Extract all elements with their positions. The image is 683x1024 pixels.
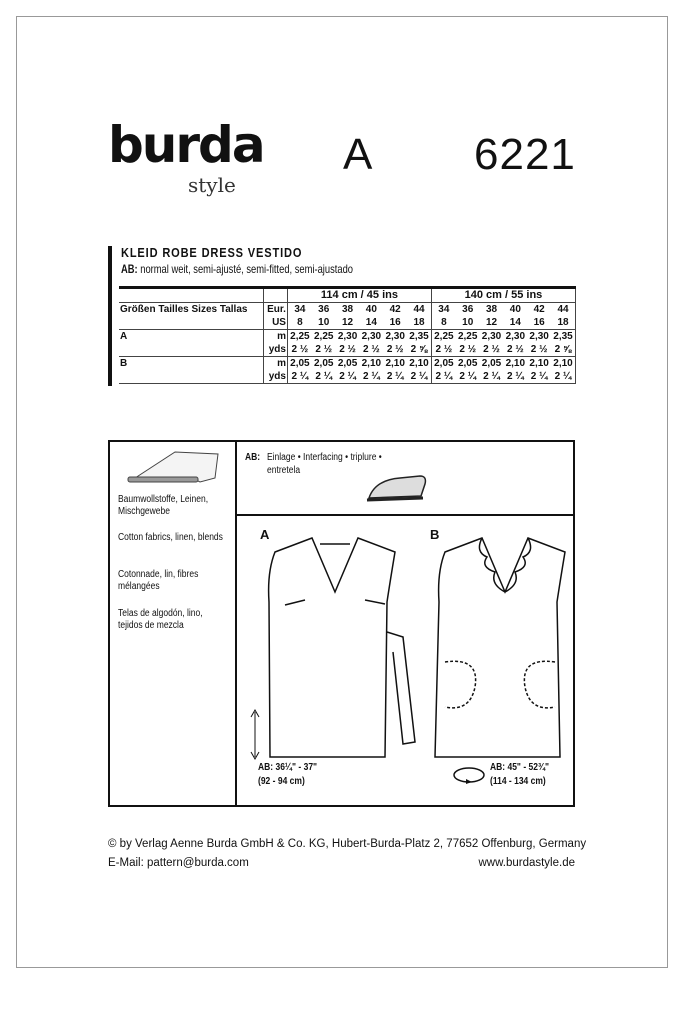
width-header-row <box>119 288 576 303</box>
yardage-cell: 2 ⅝ <box>410 344 428 355</box>
unit-label: Eur. <box>263 303 287 317</box>
blank-cell <box>263 288 287 303</box>
size-cell: 44 <box>407 303 431 317</box>
yardage-cell: 2,10 <box>527 357 551 371</box>
view-a-label: A <box>260 527 270 542</box>
website-link[interactable]: www.burdastyle.de <box>478 857 575 869</box>
yardage-cell: 2,05 <box>312 357 336 371</box>
email[interactable]: E-Mail: pattern@burda.com <box>108 857 249 869</box>
logo-brand: burda <box>108 116 264 174</box>
fabric-bolt-icon <box>120 450 230 490</box>
yardage-cell: 2 ¼ <box>315 371 333 382</box>
view-a-measure: AB: 36¼" - 37" <box>258 762 318 773</box>
yardage-cell: 2,10 <box>407 357 431 371</box>
iron-icon <box>365 470 435 505</box>
yardage-cell: 2 ½ <box>363 344 380 355</box>
yardage-cell: 2 ½ <box>339 344 356 355</box>
unit-label: US <box>263 316 287 330</box>
blank-cell <box>119 343 263 357</box>
fabric-de: Baumwollstoffe, Leinen, Mischgewebe <box>118 494 209 517</box>
yardage-cell: 2,30 <box>527 330 551 344</box>
yardage-cell: 2 ½ <box>386 344 404 355</box>
view-letter: A <box>343 130 373 179</box>
view-label: A <box>119 330 263 344</box>
fit-label: AB: <box>121 262 138 276</box>
size-cell: 8 <box>297 317 303 328</box>
yardage-cell: 2,10 <box>551 357 575 371</box>
yardage-cell: 2 ¼ <box>339 371 356 382</box>
size-cell: 14 <box>509 317 521 328</box>
yardage-cell: 2,10 <box>383 357 407 371</box>
size-cell: 42 <box>527 303 551 317</box>
yardage-cell: 2,05 <box>456 357 480 371</box>
yardage-cell: 2,25 <box>287 330 311 344</box>
size-cell: 38 <box>336 303 360 317</box>
fit-text: normal weit, semi-ajusté, semi-fitted, semi-ajustado <box>137 262 353 276</box>
yardage-cell: 2,30 <box>383 330 407 344</box>
size-row <box>119 316 576 330</box>
size-cell: 10 <box>318 317 330 328</box>
fabric-width-header: 114 cm / 45 ins <box>320 289 398 301</box>
yardage-cell: 2,10 <box>503 357 527 371</box>
size-cell: 36 <box>312 303 336 317</box>
size-cell: 44 <box>551 303 575 317</box>
yardage-cell: 2 ⅝ <box>554 344 572 355</box>
blank-cell <box>119 288 263 303</box>
yardage-cell: 2 ¼ <box>410 371 428 382</box>
view-b-label: B <box>430 527 440 542</box>
copyright: © by Verlag Aenne Burda GmbH & Co. KG, Hubert-Burda-Platz 2, 77652 Offenburg, Germany <box>108 838 587 850</box>
unit-label: yds <box>263 370 287 384</box>
blank-cell <box>119 316 263 330</box>
yardage-cell: 2 ¼ <box>431 370 455 384</box>
yardage-cell: 2,30 <box>336 330 360 344</box>
size-cell: 8 <box>431 316 455 330</box>
interfacing-section <box>235 442 573 516</box>
garment-illustrations <box>245 512 575 762</box>
size-cell: 34 <box>287 303 311 317</box>
size-cell: 18 <box>413 317 425 328</box>
yardage-cell: 2,30 <box>359 330 383 344</box>
yardage-cell: 2 ¼ <box>506 371 524 382</box>
view-b-measure: AB: 45" - 52¾" <box>490 762 550 773</box>
size-cell: 14 <box>365 317 377 328</box>
yardage-cell: 2 ¼ <box>554 371 572 382</box>
dress-b-drawing <box>435 538 565 757</box>
sizes-label: Größen Tailles Sizes Tallas <box>119 303 263 317</box>
dress-a-drawing <box>251 538 415 759</box>
yardage-cell: 2 ½ <box>530 344 548 355</box>
interfacing-text: Einlage • Interfacing • triplure • <box>267 452 382 463</box>
fabric-es: Telas de algodón, lino, tejidos de mezcla <box>118 608 203 631</box>
unit-label: m <box>263 357 287 371</box>
yardage-cell: 2,25 <box>312 330 336 344</box>
size-cell: 16 <box>533 317 545 328</box>
yardage-row <box>119 370 576 384</box>
yardage-cell: 2 ½ <box>291 344 309 355</box>
yardage-cell: 2,25 <box>456 330 480 344</box>
yardage-cell: 2 ¼ <box>459 371 477 382</box>
yardage-cell: 2,30 <box>480 330 504 344</box>
yardage-cell: 2,05 <box>287 357 311 371</box>
fabric-column <box>110 442 237 805</box>
yardage-cell: 2,35 <box>551 330 575 344</box>
yardage-cell: 2 ½ <box>483 344 500 355</box>
logo-sub: style <box>188 173 236 197</box>
burda-style-logo <box>108 116 264 200</box>
size-cell: 38 <box>480 303 504 317</box>
yardage-cell: 2,05 <box>480 357 504 371</box>
blank-cell <box>119 370 263 384</box>
view-a-measure-cm: (92 - 94 cm) <box>258 776 305 787</box>
yardage-cell: 2 ½ <box>506 344 524 355</box>
yardage-cell: 2 ½ <box>431 343 455 357</box>
size-cell: 34 <box>431 303 455 317</box>
yardage-cell: 2,05 <box>336 357 360 371</box>
garment-title: KLEID ROBE DRESS VESTIDO <box>121 245 303 260</box>
size-row <box>119 303 576 317</box>
size-cell: 18 <box>557 317 569 328</box>
fabric-en: Cotton fabrics, linen, blends <box>118 532 223 543</box>
fit-description <box>121 262 353 276</box>
yardage-cell: 2 ¼ <box>386 371 404 382</box>
view-b-measure-cm: (114 - 134 cm) <box>490 776 546 787</box>
yardage-cell: 2 ¼ <box>530 371 548 382</box>
yardage-table <box>119 286 576 384</box>
yardage-cell: 2,10 <box>359 357 383 371</box>
fabric-box <box>108 440 575 807</box>
yardage-row <box>119 357 576 371</box>
yardage-cell: 2,30 <box>503 330 527 344</box>
yardage-cell: 2 ¼ <box>291 371 309 382</box>
yardage-row <box>119 330 576 344</box>
yardage-cell: 2,25 <box>431 330 455 344</box>
yardage-cell: 2 ½ <box>459 344 477 355</box>
circumference-icon <box>452 766 486 784</box>
size-cell: 36 <box>456 303 480 317</box>
section-bar <box>108 246 112 386</box>
fabric-fr: Cotonnade, lin, fibres mélangées <box>118 569 199 592</box>
view-label: B <box>119 357 263 371</box>
interfacing-text-es: entretela <box>267 465 301 476</box>
unit-label: yds <box>263 343 287 357</box>
yardage-cell: 2,35 <box>407 330 431 344</box>
yardage-row <box>119 343 576 357</box>
size-cell: 40 <box>359 303 383 317</box>
yardage-cell: 2,05 <box>431 357 455 371</box>
size-cell: 12 <box>341 317 354 328</box>
size-cell: 42 <box>383 303 407 317</box>
fabric-width-header: 140 cm / 55 ins <box>431 288 575 303</box>
yardage-cell: 2 ¼ <box>363 371 380 382</box>
yardage-cell: 2 ¼ <box>483 371 500 382</box>
yardage-cell: 2 ½ <box>315 344 333 355</box>
unit-label: m <box>263 330 287 344</box>
size-cell: 16 <box>389 317 401 328</box>
size-cell: 12 <box>485 317 498 328</box>
interfacing-label: AB: <box>245 452 261 463</box>
pattern-number: 6221 <box>474 130 576 179</box>
size-cell: 40 <box>503 303 527 317</box>
size-cell: 10 <box>462 317 474 328</box>
